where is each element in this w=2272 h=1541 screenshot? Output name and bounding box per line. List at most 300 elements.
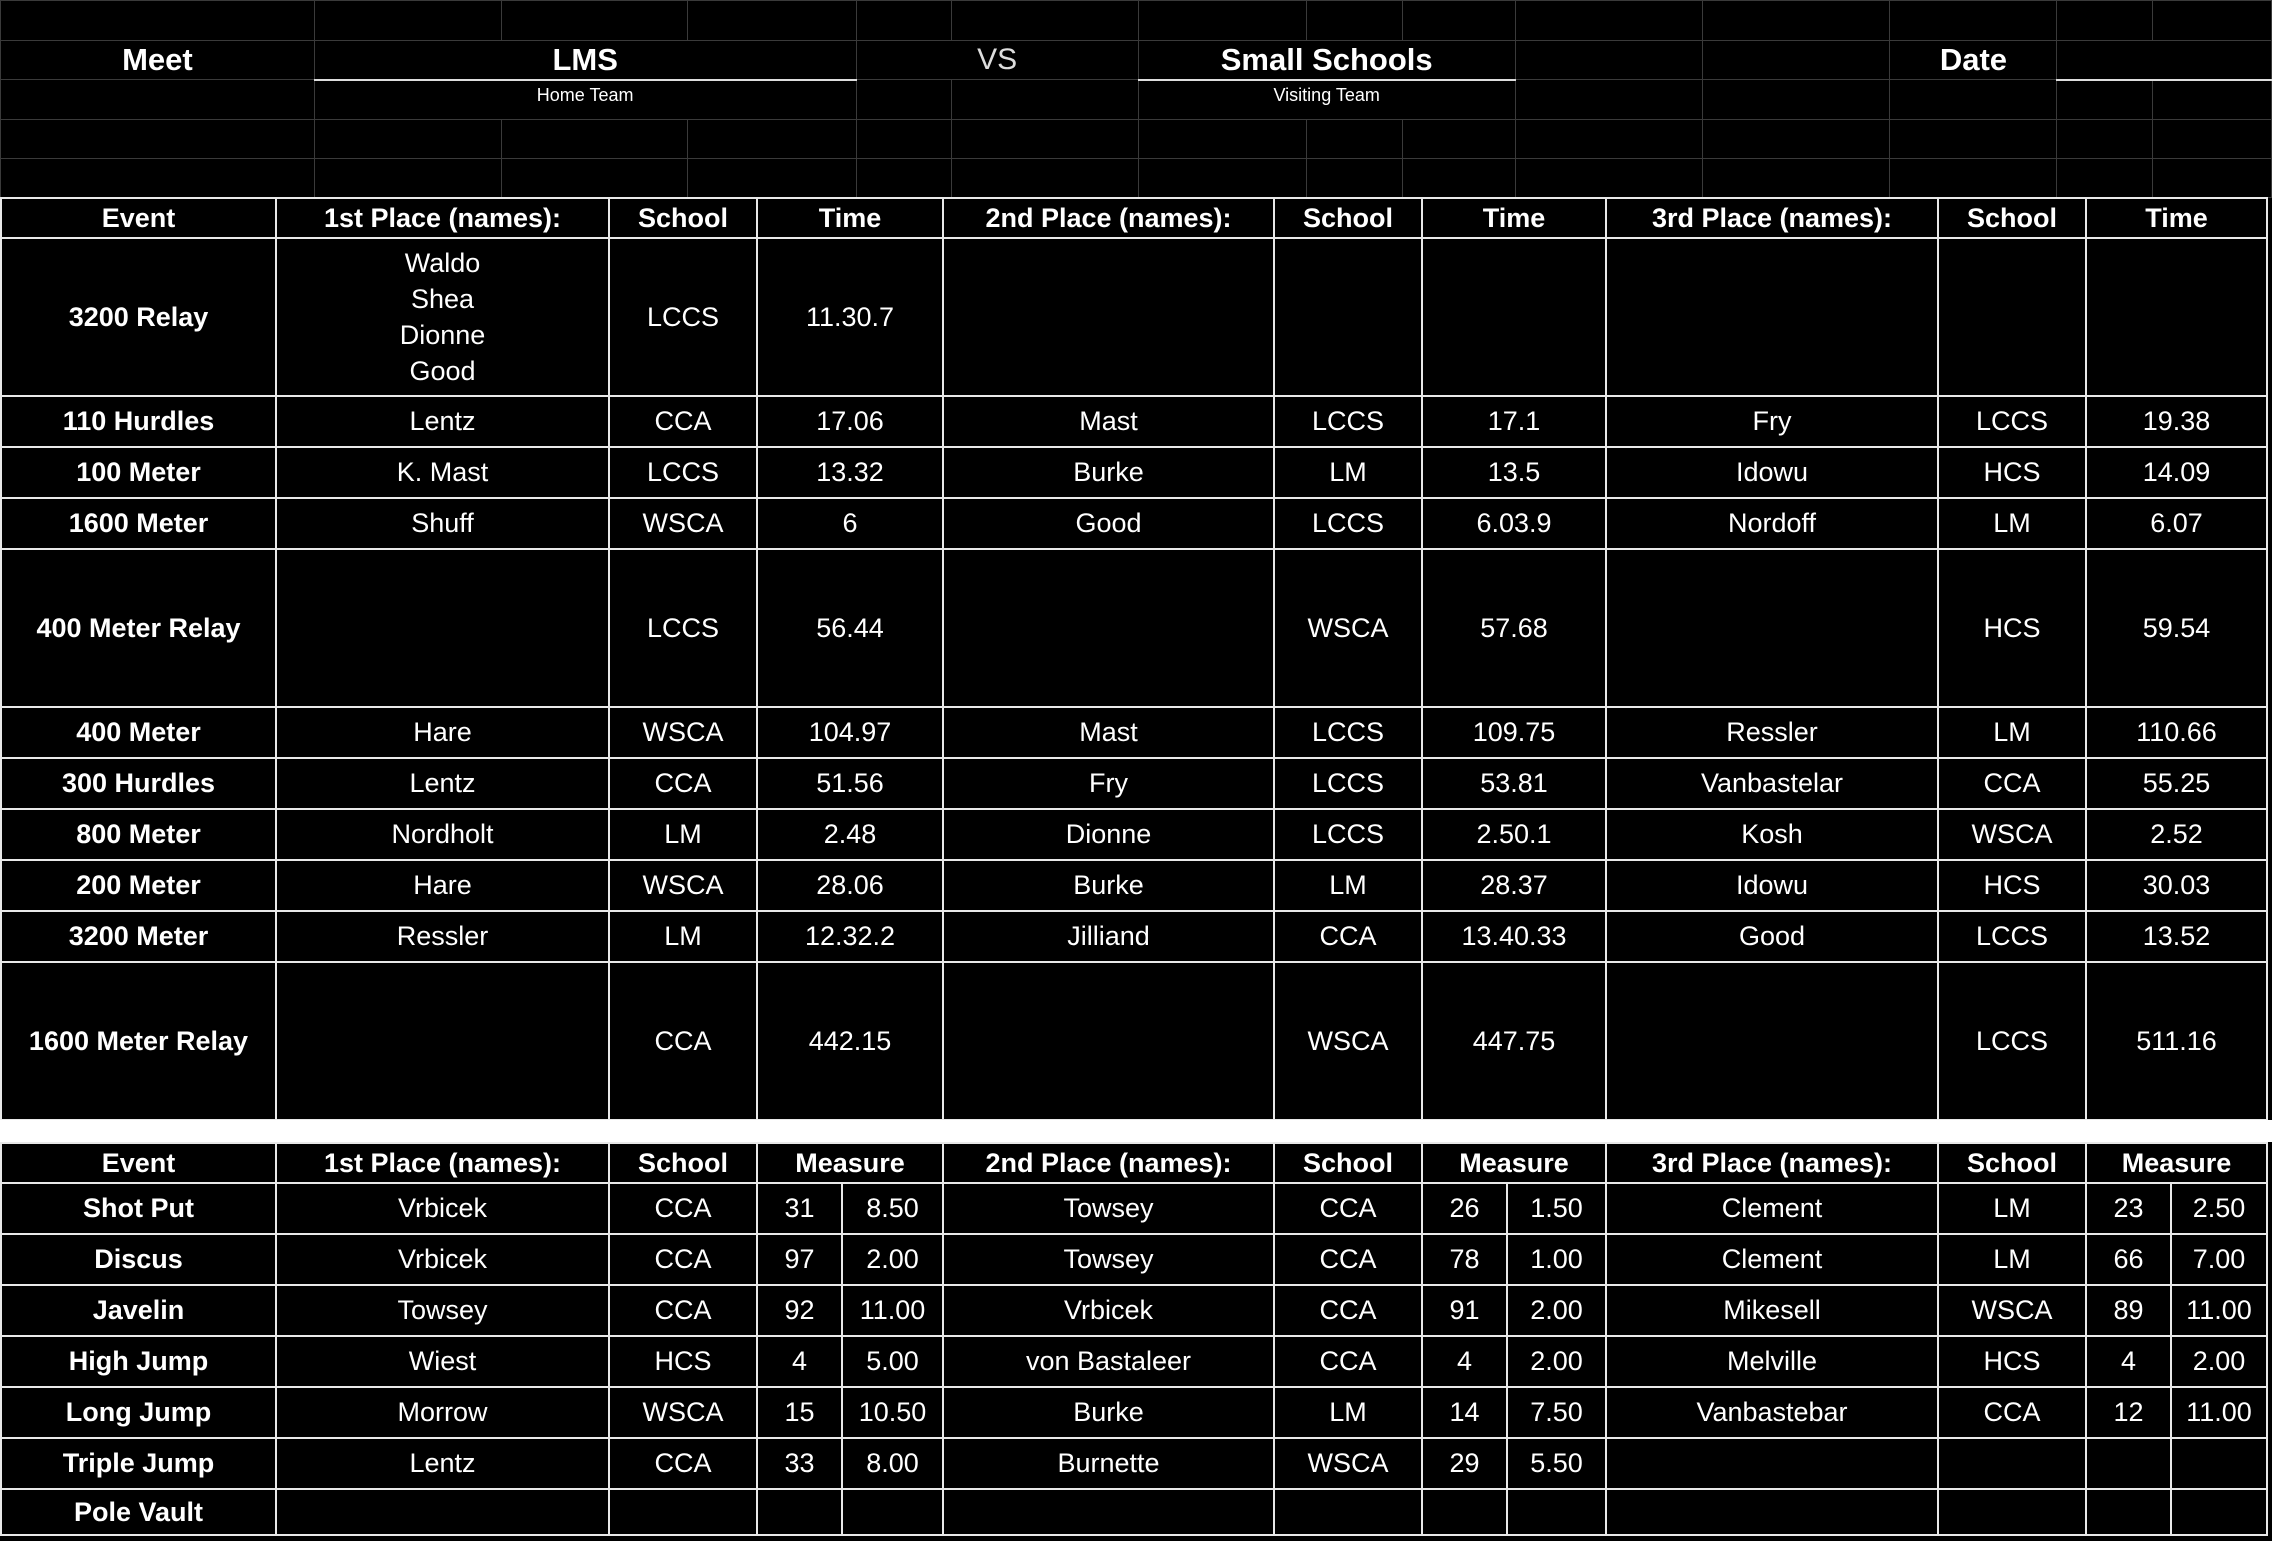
second-place-name[interactable] [943, 238, 1274, 396]
section-divider [0, 1120, 2272, 1142]
third-place-inches[interactable]: 2.00 [2171, 1336, 2267, 1387]
event-name[interactable]: Shot Put [1, 1183, 276, 1234]
first-place-time[interactable]: 442.15 [757, 962, 943, 1120]
event-name[interactable]: 3200 Meter [1, 911, 276, 962]
second-place-time[interactable]: 17.1 [1422, 396, 1606, 447]
second-place-school[interactable]: CCA [1274, 1234, 1422, 1285]
first-place-school[interactable]: CCA [609, 396, 757, 447]
third-place-name[interactable]: Melville [1606, 1336, 1938, 1387]
cell[interactable] [1515, 1, 1702, 41]
third-place-name[interactable]: Mikesell [1606, 1285, 1938, 1336]
visiting-team-caption[interactable]: Visiting Team [1138, 80, 1515, 120]
event-name[interactable]: 1600 Meter Relay [1, 962, 276, 1120]
first-place-school[interactable]: CCA [609, 1285, 757, 1336]
first-place-feet[interactable]: 4 [757, 1336, 842, 1387]
vs-label[interactable]: VS [856, 41, 1138, 80]
first-place-school[interactable]: WSCA [609, 707, 757, 758]
second-place-feet[interactable]: 26 [1422, 1183, 1507, 1234]
cell[interactable] [952, 80, 1138, 120]
first-place-inches[interactable]: 2.00 [842, 1234, 943, 1285]
event-name[interactable]: 800 Meter [1, 809, 276, 860]
first-place-name[interactable]: Lentz [276, 1438, 609, 1489]
first-place-school[interactable]: CCA [609, 1183, 757, 1234]
first-place-school[interactable]: HCS [609, 1336, 757, 1387]
second-place-name[interactable]: Good [943, 498, 1274, 549]
cell[interactable] [1515, 41, 1702, 80]
third-place-time[interactable]: 14.09 [2086, 447, 2267, 498]
first-place-feet[interactable]: 31 [757, 1183, 842, 1234]
date-label[interactable]: Date [1890, 41, 2057, 80]
cell[interactable] [1703, 159, 1890, 198]
first-place-school[interactable]: WSCA [609, 1387, 757, 1438]
first-place-time[interactable]: 6 [757, 498, 943, 549]
table-row [1, 911, 2267, 962]
second-place-school[interactable]: LCCS [1274, 707, 1422, 758]
event-name[interactable]: Long Jump [1, 1387, 276, 1438]
field-events-body [1, 1183, 2267, 1535]
table-row [1, 707, 2267, 758]
event-name[interactable]: 200 Meter [1, 860, 276, 911]
first-place-feet[interactable]: 92 [757, 1285, 842, 1336]
cell[interactable] [1306, 120, 1402, 159]
cell[interactable] [856, 80, 952, 120]
third-place-name[interactable] [1606, 238, 1938, 396]
third-place-name[interactable]: Nordoff [1606, 498, 1938, 549]
third-place-school[interactable]: CCA [1938, 758, 2086, 809]
cell[interactable] [856, 120, 952, 159]
event-name[interactable]: Discus [1, 1234, 276, 1285]
cell[interactable] [1703, 1, 1890, 41]
third-place-school[interactable]: LM [1938, 1183, 2086, 1234]
second-place-name[interactable]: Burke [943, 1387, 1274, 1438]
third-place-feet[interactable]: 89 [2086, 1285, 2171, 1336]
cell[interactable] [1890, 80, 2057, 120]
first-place-inches[interactable]: 11.00 [842, 1285, 943, 1336]
event-name[interactable]: Pole Vault [1, 1489, 276, 1535]
second-place-school[interactable]: LM [1274, 860, 1422, 911]
third-place-feet[interactable]: 4 [2086, 1336, 2171, 1387]
first-place-name[interactable]: K. Mast [276, 447, 609, 498]
cell[interactable] [1703, 41, 1890, 80]
second-place-name[interactable]: Burnette [943, 1438, 1274, 1489]
cell[interactable] [1515, 80, 1702, 120]
first-place-name[interactable]: Nordholt [276, 809, 609, 860]
third-place-name[interactable] [1606, 549, 1938, 707]
second-place-name[interactable]: Fry [943, 758, 1274, 809]
first-place-time[interactable]: 12.32.2 [757, 911, 943, 962]
second-place-time[interactable]: 28.37 [1422, 860, 1606, 911]
table-row [1, 549, 2267, 707]
second-place-time[interactable]: 109.75 [1422, 707, 1606, 758]
cell[interactable] [1402, 159, 1515, 198]
third-place-school[interactable]: HCS [1938, 1336, 2086, 1387]
event-name[interactable]: Triple Jump [1, 1438, 276, 1489]
cell[interactable] [2057, 80, 2153, 120]
second-place-inches[interactable]: 5.50 [1507, 1438, 1606, 1489]
third-place-school[interactable] [1938, 238, 2086, 396]
third-place-feet[interactable]: 23 [2086, 1183, 2171, 1234]
event-name[interactable]: 3200 Relay [1, 238, 276, 396]
cell[interactable] [2153, 80, 2272, 120]
field-events-table [0, 1142, 2268, 1536]
header-measure[interactable]: Measure [757, 1143, 943, 1183]
second-place-time[interactable]: 447.75 [1422, 962, 1606, 1120]
cell[interactable] [314, 1, 501, 41]
header-third-place[interactable]: 3rd Place (names): [1606, 1143, 1938, 1183]
second-place-school[interactable]: CCA [1274, 1285, 1422, 1336]
third-place-inches[interactable]: 11.00 [2171, 1387, 2267, 1438]
second-place-name[interactable]: Jilliand [943, 911, 1274, 962]
cell[interactable] [688, 159, 856, 198]
first-place-inches[interactable] [842, 1489, 943, 1535]
third-place-name[interactable]: Kosh [1606, 809, 1938, 860]
running-events-body [1, 238, 2267, 1120]
cell[interactable] [1, 120, 315, 159]
third-place-time[interactable]: 511.16 [2086, 962, 2267, 1120]
first-place-inches[interactable]: 5.00 [842, 1336, 943, 1387]
header-first-place[interactable]: 1st Place (names): [276, 1143, 609, 1183]
cell[interactable] [1306, 159, 1402, 198]
third-place-time[interactable]: 59.54 [2086, 549, 2267, 707]
third-place-school[interactable]: LCCS [1938, 396, 2086, 447]
third-place-name[interactable]: Vanbastebar [1606, 1387, 1938, 1438]
third-place-name[interactable]: Good [1606, 911, 1938, 962]
third-place-inches[interactable] [2171, 1438, 2267, 1489]
header-event[interactable]: Event [1, 1143, 276, 1183]
header-school[interactable]: School [1274, 1143, 1422, 1183]
third-place-name[interactable] [1606, 1489, 1938, 1535]
second-place-name[interactable]: Mast [943, 707, 1274, 758]
second-place-time[interactable]: 2.50.1 [1422, 809, 1606, 860]
relay-member-name: Dionne [399, 320, 486, 350]
second-place-time[interactable]: 53.81 [1422, 758, 1606, 809]
third-place-time[interactable]: 110.66 [2086, 707, 2267, 758]
third-place-school[interactable]: WSCA [1938, 809, 2086, 860]
first-place-name[interactable]: Morrow [276, 1387, 609, 1438]
first-place-name[interactable]: Hare [276, 860, 609, 911]
header-event[interactable]: Event [1, 198, 276, 238]
second-place-school[interactable] [1274, 238, 1422, 396]
first-place-time[interactable]: 104.97 [757, 707, 943, 758]
third-place-inches[interactable]: 7.00 [2171, 1234, 2267, 1285]
second-place-name[interactable]: Towsey [943, 1234, 1274, 1285]
third-place-name[interactable]: Ressler [1606, 707, 1938, 758]
table-row [1, 860, 2267, 911]
first-place-school[interactable]: LM [609, 809, 757, 860]
second-place-feet[interactable]: 29 [1422, 1438, 1507, 1489]
second-place-name[interactable] [943, 962, 1274, 1120]
event-name[interactable]: 300 Hurdles [1, 758, 276, 809]
second-place-name[interactable]: Burke [943, 447, 1274, 498]
cell[interactable] [2153, 159, 2272, 198]
second-place-inches[interactable]: 2.00 [1507, 1336, 1606, 1387]
event-name[interactable]: 1600 Meter [1, 498, 276, 549]
third-place-name[interactable]: Fry [1606, 396, 1938, 447]
third-place-school[interactable]: LM [1938, 707, 2086, 758]
third-place-school[interactable]: LCCS [1938, 911, 2086, 962]
home-team-caption[interactable]: Home Team [314, 80, 856, 120]
header-measure[interactable]: Measure [1422, 1143, 1606, 1183]
visiting-team-name[interactable]: Small Schools [1138, 41, 1515, 80]
third-place-feet[interactable]: 12 [2086, 1387, 2171, 1438]
first-place-school[interactable]: CCA [609, 1438, 757, 1489]
third-place-name[interactable]: Clement [1606, 1234, 1938, 1285]
header-school[interactable]: School [609, 198, 757, 238]
cell[interactable] [688, 120, 856, 159]
header-second-place[interactable]: 2nd Place (names): [943, 198, 1274, 238]
first-place-time[interactable]: 51.56 [757, 758, 943, 809]
second-place-time[interactable]: 57.68 [1422, 549, 1606, 707]
cell[interactable] [856, 159, 952, 198]
cell[interactable] [952, 159, 1138, 198]
second-place-name[interactable]: von Bastaleer [943, 1336, 1274, 1387]
header-school[interactable]: School [609, 1143, 757, 1183]
second-place-school[interactable]: CCA [1274, 1336, 1422, 1387]
cell[interactable] [688, 1, 856, 41]
first-place-name[interactable] [276, 238, 609, 396]
second-place-school[interactable]: CCA [1274, 911, 1422, 962]
third-place-school[interactable]: LM [1938, 1234, 2086, 1285]
cell[interactable] [952, 1, 1138, 41]
cell[interactable] [502, 120, 688, 159]
meet-label[interactable]: Meet [1, 41, 315, 80]
first-place-name[interactable]: Towsey [276, 1285, 609, 1336]
first-place-feet[interactable]: 97 [757, 1234, 842, 1285]
cell[interactable] [1402, 120, 1515, 159]
third-place-school[interactable]: HCS [1938, 860, 2086, 911]
second-place-name[interactable]: Mast [943, 396, 1274, 447]
first-place-time[interactable]: 28.06 [757, 860, 943, 911]
first-place-school[interactable]: LM [609, 911, 757, 962]
first-place-feet[interactable]: 33 [757, 1438, 842, 1489]
third-place-name[interactable]: Clement [1606, 1183, 1938, 1234]
third-place-inches[interactable]: 2.50 [2171, 1183, 2267, 1234]
third-place-inches[interactable] [2171, 1489, 2267, 1535]
third-place-time[interactable]: 30.03 [2086, 860, 2267, 911]
first-place-school[interactable]: CCA [609, 1234, 757, 1285]
cell[interactable] [1306, 1, 1402, 41]
third-place-school[interactable]: LM [1938, 498, 2086, 549]
second-place-time[interactable] [1422, 238, 1606, 396]
cell[interactable] [1, 80, 315, 120]
third-place-school[interactable] [1938, 1489, 2086, 1535]
first-place-feet[interactable] [757, 1489, 842, 1535]
first-place-name[interactable]: Vrbicek [276, 1234, 609, 1285]
cell[interactable] [1138, 1, 1306, 41]
first-place-time[interactable]: 2.48 [757, 809, 943, 860]
header-school[interactable]: School [1274, 198, 1422, 238]
header-school[interactable]: School [1938, 198, 2086, 238]
first-place-time[interactable]: 56.44 [757, 549, 943, 707]
third-place-feet[interactable] [2086, 1489, 2171, 1535]
second-place-name[interactable]: Dionne [943, 809, 1274, 860]
header-measure[interactable]: Measure [2086, 1143, 2267, 1183]
third-place-name[interactable]: Idowu [1606, 447, 1938, 498]
cell[interactable] [2057, 1, 2153, 41]
second-place-name[interactable]: Burke [943, 860, 1274, 911]
cell[interactable] [1515, 159, 1702, 198]
cell[interactable] [314, 159, 501, 198]
first-place-name[interactable] [276, 962, 609, 1120]
relay-member-name: Good [409, 356, 476, 386]
third-place-name[interactable] [1606, 1438, 1938, 1489]
table-row [1, 1387, 2267, 1438]
first-place-inches[interactable]: 8.50 [842, 1183, 943, 1234]
first-place-school[interactable]: LCCS [609, 447, 757, 498]
header-school[interactable]: School [1938, 1143, 2086, 1183]
first-place-time[interactable]: 11.30.7 [757, 238, 943, 396]
cell[interactable] [1138, 159, 1306, 198]
cell[interactable] [1, 159, 315, 198]
table-row [1, 1234, 2267, 1285]
cell[interactable] [952, 120, 1138, 159]
second-place-school[interactable]: LCCS [1274, 758, 1422, 809]
first-place-name[interactable]: Lentz [276, 758, 609, 809]
event-name[interactable]: 110 Hurdles [1, 396, 276, 447]
first-place-name[interactable]: Shuff [276, 498, 609, 549]
third-place-school[interactable]: LCCS [1938, 962, 2086, 1120]
date-value[interactable] [2057, 41, 2272, 80]
second-place-inches[interactable] [1507, 1489, 1606, 1535]
second-place-school[interactable]: LCCS [1274, 396, 1422, 447]
second-place-school[interactable]: LCCS [1274, 498, 1422, 549]
third-place-school[interactable] [1938, 1438, 2086, 1489]
meet-header-table [0, 0, 2272, 198]
third-place-time[interactable]: 2.52 [2086, 809, 2267, 860]
second-place-feet[interactable]: 91 [1422, 1285, 1507, 1336]
header-time[interactable]: Time [757, 198, 943, 238]
cell[interactable] [502, 159, 688, 198]
event-name[interactable]: Javelin [1, 1285, 276, 1336]
cell[interactable] [2057, 159, 2153, 198]
second-place-inches[interactable]: 7.50 [1507, 1387, 1606, 1438]
first-place-school[interactable]: LCCS [609, 238, 757, 396]
relay-member-name: Waldo [404, 248, 481, 278]
first-place-inches[interactable]: 8.00 [842, 1438, 943, 1489]
cell[interactable] [1402, 1, 1515, 41]
second-place-school[interactable]: LCCS [1274, 809, 1422, 860]
home-team-name[interactable]: LMS [314, 41, 856, 80]
second-place-time[interactable]: 13.40.33 [1422, 911, 1606, 962]
first-place-name[interactable]: Vrbicek [276, 1183, 609, 1234]
table-row [1, 1183, 2267, 1234]
running-events-table [0, 197, 2268, 1121]
first-place-school[interactable] [609, 1489, 757, 1535]
header-second-place[interactable]: 2nd Place (names): [943, 1143, 1274, 1183]
second-place-school[interactable]: CCA [1274, 1183, 1422, 1234]
cell[interactable] [2057, 120, 2153, 159]
first-place-name[interactable]: Wiest [276, 1336, 609, 1387]
cell[interactable] [1890, 1, 2057, 41]
second-place-name[interactable]: Towsey [943, 1183, 1274, 1234]
first-place-time[interactable]: 13.32 [757, 447, 943, 498]
cell[interactable] [314, 120, 501, 159]
first-place-school[interactable]: WSCA [609, 860, 757, 911]
cell[interactable] [1703, 80, 1890, 120]
first-place-name[interactable]: Ressler [276, 911, 609, 962]
second-place-school[interactable]: WSCA [1274, 1438, 1422, 1489]
second-place-school[interactable]: WSCA [1274, 549, 1422, 707]
event-name[interactable]: 100 Meter [1, 447, 276, 498]
third-place-name[interactable]: Idowu [1606, 860, 1938, 911]
cell[interactable] [1515, 120, 1702, 159]
event-name[interactable]: 400 Meter [1, 707, 276, 758]
first-place-name[interactable]: Lentz [276, 396, 609, 447]
second-place-feet[interactable]: 4 [1422, 1336, 1507, 1387]
second-place-school[interactable] [1274, 1489, 1422, 1535]
second-place-time[interactable]: 13.5 [1422, 447, 1606, 498]
second-place-name[interactable] [943, 549, 1274, 707]
cell[interactable] [1138, 120, 1306, 159]
cell[interactable] [2153, 1, 2272, 41]
third-place-time[interactable]: 6.07 [2086, 498, 2267, 549]
third-place-feet[interactable] [2086, 1438, 2171, 1489]
first-place-name[interactable] [276, 1489, 609, 1535]
first-place-name[interactable]: Hare [276, 707, 609, 758]
first-place-school[interactable]: WSCA [609, 498, 757, 549]
cell[interactable] [856, 1, 952, 41]
first-place-school[interactable]: LCCS [609, 549, 757, 707]
third-place-time[interactable]: 13.52 [2086, 911, 2267, 962]
second-place-school[interactable]: WSCA [1274, 962, 1422, 1120]
second-place-feet[interactable]: 78 [1422, 1234, 1507, 1285]
header-time[interactable]: Time [1422, 198, 1606, 238]
second-place-inches[interactable]: 1.50 [1507, 1183, 1606, 1234]
cell[interactable] [1890, 120, 2057, 159]
third-place-inches[interactable]: 11.00 [2171, 1285, 2267, 1336]
second-place-feet[interactable]: 14 [1422, 1387, 1507, 1438]
cell[interactable] [1703, 120, 1890, 159]
cell[interactable] [2153, 120, 2272, 159]
third-place-school[interactable]: HCS [1938, 447, 2086, 498]
second-place-inches[interactable]: 2.00 [1507, 1285, 1606, 1336]
table-row [1, 1489, 2267, 1535]
header-third-place[interactable]: 3rd Place (names): [1606, 198, 1938, 238]
third-place-time[interactable]: 55.25 [2086, 758, 2267, 809]
second-place-inches[interactable]: 1.00 [1507, 1234, 1606, 1285]
second-place-feet[interactable] [1422, 1489, 1507, 1535]
table-row [1, 962, 2267, 1120]
third-place-name[interactable]: Vanbastelar [1606, 758, 1938, 809]
event-name[interactable]: 400 Meter Relay [1, 549, 276, 707]
second-place-time[interactable]: 6.03.9 [1422, 498, 1606, 549]
third-place-school[interactable]: WSCA [1938, 1285, 2086, 1336]
cell[interactable] [1890, 159, 2057, 198]
third-place-time[interactable]: 19.38 [2086, 396, 2267, 447]
header-first-place[interactable]: 1st Place (names): [276, 198, 609, 238]
second-place-name[interactable] [943, 1489, 1274, 1535]
header-time[interactable]: Time [2086, 198, 2267, 238]
first-place-time[interactable]: 17.06 [757, 396, 943, 447]
first-place-name[interactable] [276, 549, 609, 707]
third-place-time[interactable] [2086, 238, 2267, 396]
first-place-feet[interactable]: 15 [757, 1387, 842, 1438]
table-row [1, 238, 2267, 396]
first-place-inches[interactable]: 10.50 [842, 1387, 943, 1438]
cell[interactable] [502, 1, 688, 41]
third-place-school[interactable]: CCA [1938, 1387, 2086, 1438]
event-name[interactable]: High Jump [1, 1336, 276, 1387]
first-place-school[interactable]: CCA [609, 758, 757, 809]
third-place-name[interactable] [1606, 962, 1938, 1120]
second-place-name[interactable]: Vrbicek [943, 1285, 1274, 1336]
first-place-school[interactable]: CCA [609, 962, 757, 1120]
second-place-school[interactable]: LM [1274, 447, 1422, 498]
third-place-school[interactable]: HCS [1938, 549, 2086, 707]
third-place-feet[interactable]: 66 [2086, 1234, 2171, 1285]
cell[interactable] [1, 1, 315, 41]
second-place-school[interactable]: LM [1274, 1387, 1422, 1438]
